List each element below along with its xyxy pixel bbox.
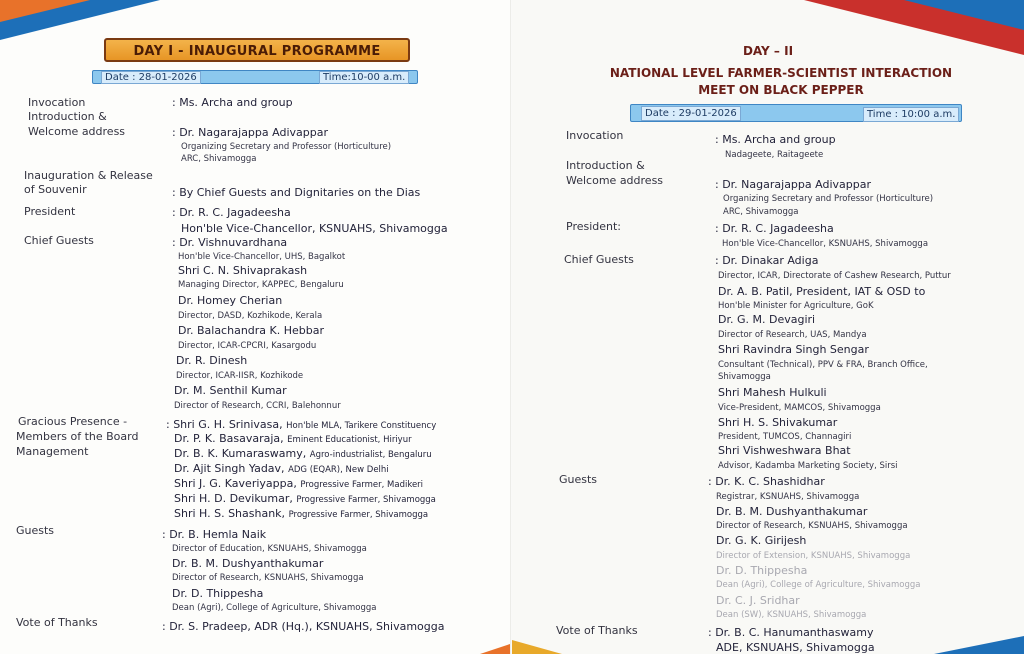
- chief-guest-name: Dr. G. M. Devagiri: [718, 313, 816, 326]
- board-member: Shri H. D. Devikumar, Progressive Farmer, Shivamogga: [174, 492, 436, 505]
- guests-label: Guests: [16, 524, 55, 537]
- chief-guest-name: Shri Mahesh Hulkuli: [718, 386, 827, 399]
- chief-guest-name: Shri Vishweshwara Bhat: [718, 444, 851, 457]
- president-desc: Hon'ble Vice-Chancellor, KSNUAHS, Shivamogga: [181, 222, 448, 235]
- guest-name: Dr. G. K. Girijesh: [716, 534, 807, 547]
- guest-desc: Director of Research, KSNUAHS, Shivamogga: [172, 573, 364, 583]
- vote-of-thanks-value: : Dr. S. Pradeep, ADR (Hq.), KSNUAHS, Shivamogga: [162, 620, 445, 633]
- chief-guest-name: Shri Ravindra Singh Sengar: [718, 343, 869, 356]
- chief-guest-name: Shri C. N. Shivaprakash: [178, 264, 308, 277]
- board-member: Dr. Ajit Singh Yadav, ADG (EQAR), New Delhi: [174, 462, 389, 475]
- board-member: : Shri G. H. Srinivasa, Hon'ble MLA, Tarikere Constituency: [166, 418, 437, 431]
- guest-name: Dr. B. M. Dushyanthakumar: [172, 557, 324, 570]
- day2-time: Time : 10:00 a.m.: [863, 107, 959, 122]
- welcome-desc: Organizing Secretary and Professor (Horticulture): [723, 194, 934, 204]
- day2-title-line1: NATIONAL LEVEL FARMER-SCIENTIST INTERACTION: [609, 66, 953, 80]
- guest-desc: Dean (SW), KSNUAHS, Shivamogga: [716, 610, 867, 620]
- chief-guest-name: : Dr. Vishnuvardhana: [172, 236, 288, 249]
- day1-time: Time:10-00 a.m.: [319, 71, 409, 84]
- invocation-label: Invocation: [566, 129, 624, 142]
- chief-guest-name: Shri H. S. Shivakumar: [718, 416, 838, 429]
- board-member: Dr. P. K. Basavaraja, Eminent Educationist, Hiriyur: [174, 432, 412, 445]
- corner-decoration: [480, 634, 512, 654]
- guest-desc: Director of Research, KSNUAHS, Shivamogga: [716, 521, 908, 531]
- vote-of-thanks-label: Vote of Thanks: [556, 624, 638, 637]
- chief-guest-desc: Hon'ble Vice-Chancellor, UHS, Bagalkot: [178, 252, 346, 262]
- chief-guest-desc2: Shivamogga: [718, 372, 771, 382]
- chief-guest-desc: Vice-President, MAMCOS, Shivamogga: [718, 403, 881, 413]
- chief-guest-desc: Managing Director, KAPPEC, Bengaluru: [178, 280, 344, 290]
- vote-of-thanks-label: Vote of Thanks: [16, 616, 98, 629]
- president-desc: Hon'ble Vice-Chancellor, KSNUAHS, Shivamogga: [722, 239, 929, 249]
- day2-date-bar: [630, 104, 962, 122]
- vote-of-thanks-desc: ADE, KSNUAHS, Shivamogga: [716, 641, 875, 654]
- introduction-label: Introduction &: [566, 159, 645, 172]
- board-member: Dr. B. K. Kumaraswamy, Agro-industrialist, Bengaluru: [174, 447, 432, 460]
- introduction-label: Introduction &: [28, 110, 107, 123]
- guest-desc: Dean (Agri), College of Agriculture, Shivamogga: [716, 580, 921, 590]
- chief-guests-label: Chief Guests: [564, 253, 634, 266]
- day1-banner: DAY I - INAUGURAL PROGRAMME: [104, 38, 410, 62]
- guests-label: Guests: [559, 473, 598, 486]
- welcome-desc2: ARC, Shivamogga: [181, 154, 257, 164]
- chief-guest-name: Dr. M. Senthil Kumar: [174, 384, 287, 397]
- corner-decoration: [934, 636, 1024, 654]
- guest-name: : Dr. B. Hemla Naik: [162, 528, 267, 541]
- welcome-name: : Dr. Nagarajappa Adivappar: [172, 126, 328, 139]
- guest-desc: Director of Education, KSNUAHS, Shivamogga: [172, 544, 367, 554]
- welcome-label: Welcome address: [28, 125, 126, 138]
- souvenir-label: of Souvenir: [24, 183, 87, 196]
- guest-desc: Director of Extension, KSNUAHS, Shivamogga: [716, 551, 911, 561]
- guest-name: Dr. C. J. Sridhar: [716, 594, 800, 607]
- chief-guest-desc: President, TUMCOS, Channagiri: [718, 432, 852, 442]
- welcome-desc: Organizing Secretary and Professor (Horticulture): [181, 142, 392, 152]
- chief-guest-desc: Advisor, Kadamba Marketing Society, Sirsi: [718, 461, 898, 471]
- chief-guest-desc: Hon'ble Minister for Agriculture, GoK: [718, 301, 874, 311]
- chief-guest-desc: Director, ICAR, Directorate of Cashew Research, Puttur: [718, 271, 951, 281]
- chief-guest-desc: Director, ICAR-IISR, Kozhikode: [176, 371, 304, 381]
- welcome-desc2: ARC, Shivamogga: [723, 207, 799, 217]
- president-name: : Dr. R. C. Jagadeesha: [715, 222, 834, 235]
- guest-name: Dr. D. Thippesha: [716, 564, 808, 577]
- president-name: : Dr. R. C. Jagadeesha: [172, 206, 291, 219]
- board-member: Shri J. G. Kaveriyappa, Progressive Farmer, Madikeri: [174, 477, 424, 490]
- invocation-value: : Ms. Archa and group: [715, 133, 836, 146]
- chief-guest-desc: Director of Research, CCRI, Balehonnur: [174, 401, 341, 411]
- guest-name: : Dr. K. C. Shashidhar: [708, 475, 825, 488]
- day2-date: Date : 29-01-2026: [641, 106, 741, 121]
- guest-name: Dr. D. Thippesha: [172, 587, 264, 600]
- chief-guest-name: : Dr. Dinakar Adiga: [715, 254, 819, 267]
- management-label: Management: [16, 445, 89, 458]
- guest-name: Dr. B. M. Dushyanthakumar: [716, 505, 868, 518]
- chief-guest-name: Dr. Balachandra K. Hebbar: [178, 324, 325, 337]
- inauguration-label: Inauguration & Release: [24, 169, 153, 182]
- president-label: President: [24, 205, 76, 218]
- chief-guests-label: Chief Guests: [24, 234, 94, 247]
- day2-page: [512, 0, 1024, 654]
- invocation-value: : Ms. Archa and group: [172, 96, 293, 109]
- board-label: Members of the Board: [16, 430, 139, 443]
- welcome-label: Welcome address: [566, 174, 664, 187]
- day1-date-bar: [92, 70, 418, 84]
- corner-decoration: [512, 640, 562, 654]
- invocation-desc: Nadageete, Raitageete: [725, 150, 824, 160]
- corner-decoration: [0, 0, 90, 22]
- chief-guest-desc: Consultant (Technical), PPV & FRA, Branch Office,: [718, 360, 928, 370]
- chief-guest-name: Dr. A. B. Patil, President, IAT & OSD to: [718, 285, 926, 298]
- guest-desc: Dean (Agri), College of Agriculture, Shivamogga: [172, 603, 377, 613]
- day1-date: Date : 28-01-2026: [101, 71, 201, 84]
- chief-guest-desc: Director, DASD, Kozhikode, Kerala: [178, 311, 323, 321]
- inauguration-value: : By Chief Guests and Dignitaries on the Dias: [172, 186, 421, 199]
- vote-of-thanks-value: : Dr. B. C. Hanumanthaswamy: [708, 626, 874, 639]
- guest-desc: Registrar, KSNUAHS, Shivamogga: [716, 492, 860, 502]
- invocation-label: Invocation: [28, 96, 86, 109]
- president-label: President:: [566, 220, 622, 233]
- corner-decoration: [904, 0, 1024, 30]
- board-member: Shri H. S. Shashank, Progressive Farmer, Shivamogga: [174, 507, 429, 520]
- gracious-label: Gracious Presence -: [18, 415, 128, 428]
- chief-guest-name: Dr. R. Dinesh: [176, 354, 248, 367]
- day2-title-line2: MEET ON BLACK PEPPER: [698, 83, 864, 97]
- welcome-name: : Dr. Nagarajappa Adivappar: [715, 178, 871, 191]
- chief-guest-desc: Director of Research, UAS, Mandya: [718, 330, 867, 340]
- chief-guest-desc: Director, ICAR-CPCRI, Kasargodu: [178, 341, 317, 351]
- day2-heading: DAY – II: [742, 44, 794, 58]
- chief-guest-name: Dr. Homey Cherian: [178, 294, 283, 307]
